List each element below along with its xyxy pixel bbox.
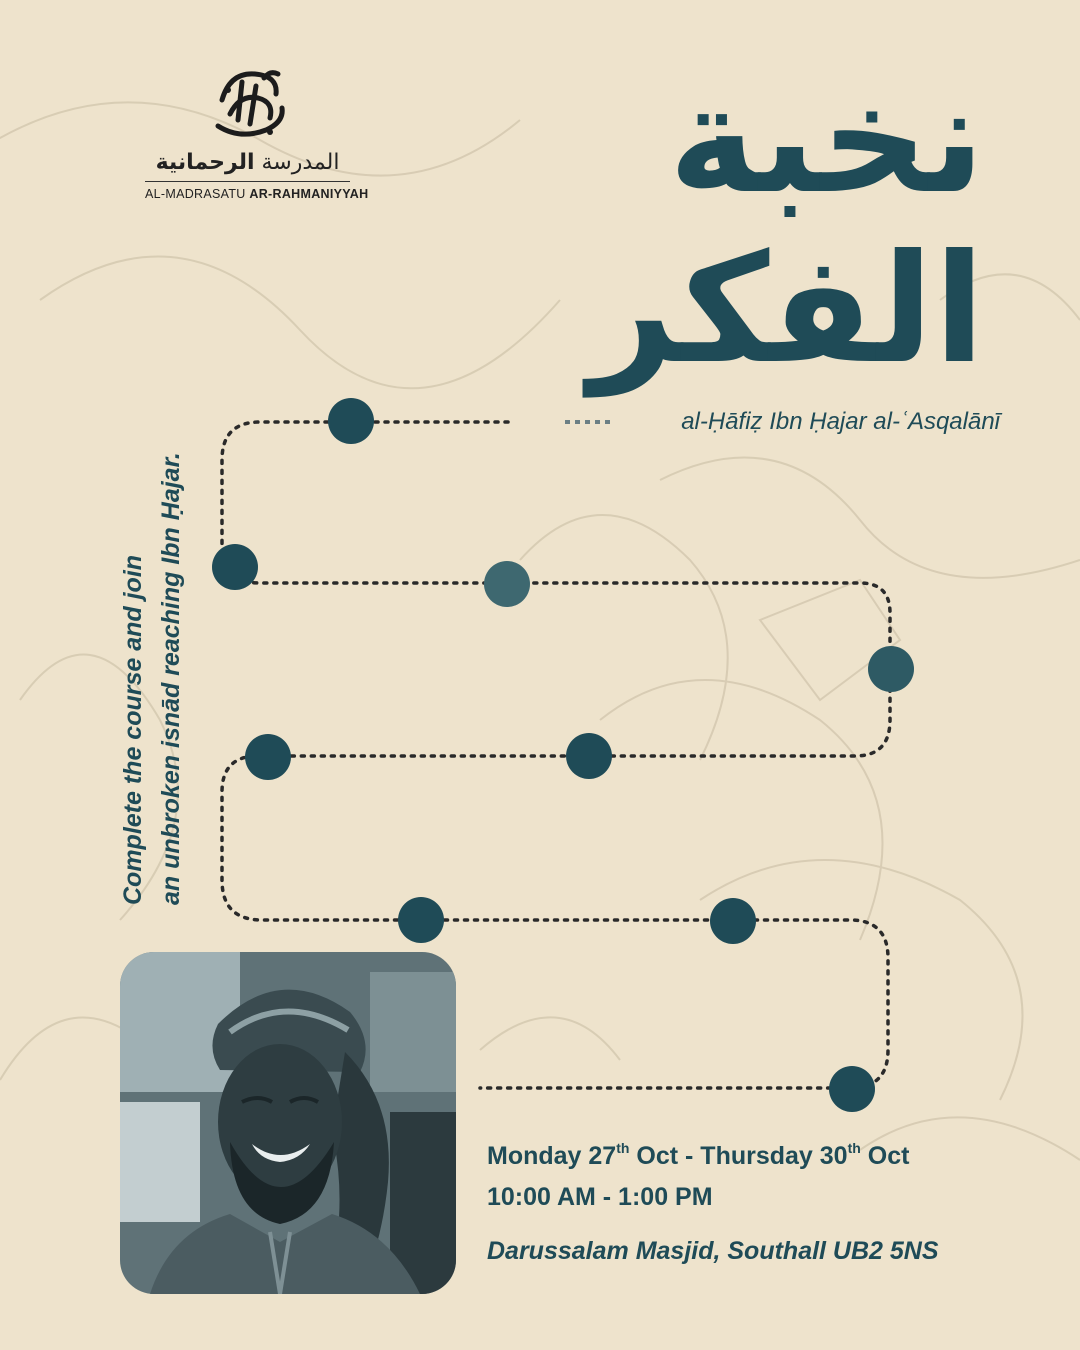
timeline-node (566, 733, 612, 779)
title-line-2: الفكر (588, 223, 985, 397)
logo-arabic-bold: الرحمانية (155, 150, 255, 175)
speaker-photo (120, 952, 456, 1294)
timeline-node (212, 544, 258, 590)
event-dates (487, 1142, 1047, 1171)
author-name: al-Ḥāfiẓ Ibn Ḥajar al-ʿAsqalānī (681, 408, 1000, 435)
end-day-suffix: th (847, 1140, 861, 1156)
tagline (114, 345, 190, 905)
end-day: Thursday 30 (700, 1142, 848, 1170)
start-day-suffix: th (616, 1140, 630, 1156)
timeline-node (484, 561, 530, 607)
speaker-portrait-photo (120, 952, 456, 1294)
start-day: Monday 27 (487, 1142, 617, 1170)
logo-arabic-regular: المدرسة (261, 150, 340, 175)
title-line-1: نخبة (668, 53, 985, 227)
end-month: Oct (867, 1142, 910, 1170)
start-month: Oct (636, 1142, 679, 1170)
timeline-node (398, 897, 444, 943)
tagline-line-1: Complete the course and join (119, 554, 147, 905)
event-venue: Darussalam Masjid, Southall UB2 5NS (487, 1237, 939, 1265)
tagline-line-2: an unbroken isnād reaching Ibn Ḥajar. (157, 452, 185, 905)
timeline-node (829, 1066, 875, 1112)
logo-english-bold: AR-RAHMANIYYAH (249, 187, 369, 201)
event-details (487, 1142, 1047, 1266)
timeline-node (245, 734, 291, 780)
timeline-node (328, 398, 374, 444)
event-time: 10:00 AM - 1:00 PM (487, 1183, 713, 1211)
timeline-node (868, 646, 914, 692)
timeline-node (710, 898, 756, 944)
logo-english-regular: AL-MADRASATU (145, 187, 246, 201)
date-separator: - (685, 1142, 694, 1170)
